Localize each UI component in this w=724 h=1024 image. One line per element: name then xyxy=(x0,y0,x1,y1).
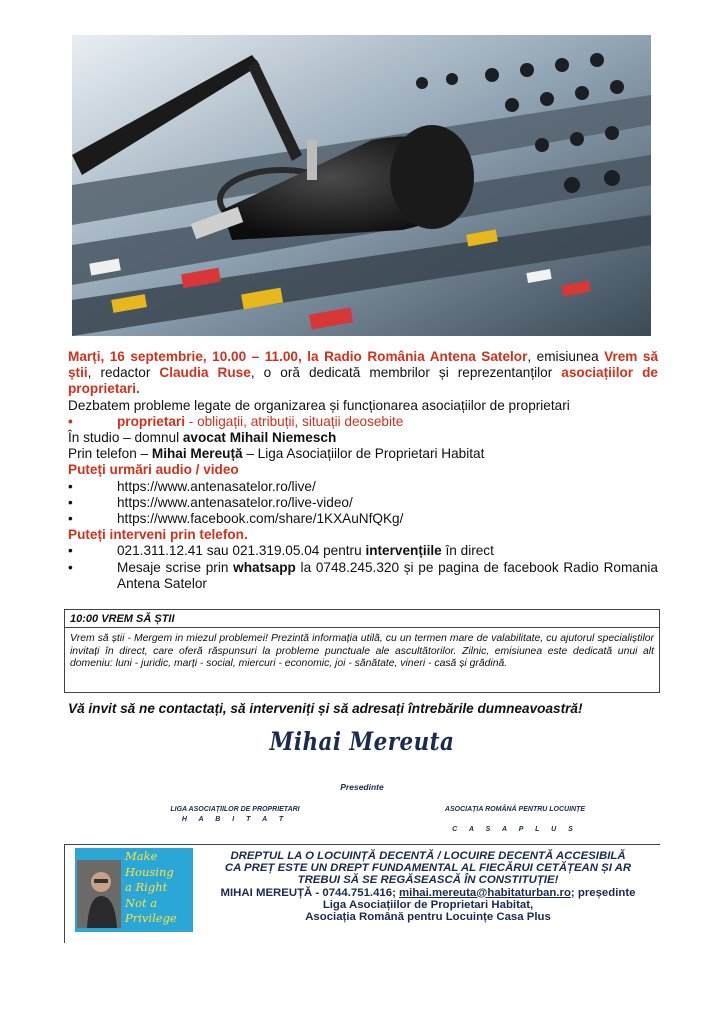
intervene-heading: Puteți interveni prin telefon. xyxy=(68,527,248,543)
listen-heading: Puteți urmări audio / video xyxy=(68,462,239,478)
link-live[interactable]: https://www.antenasatelor.ro/live/ xyxy=(117,478,316,494)
hero-image xyxy=(72,35,651,336)
footer xyxy=(64,845,661,943)
messages-bullet: • Mesaje scrise prin whatsapp la 0748.245.320 și pe pagina de facebook Radio Romania Antena Satelor xyxy=(68,559,658,591)
topic-line: Dezbatem probleme legate de organizarea și funcționarea asociațiilor de proprietari xyxy=(68,397,570,413)
email-link[interactable]: mihai.mereuta@habitaturban.ro xyxy=(399,886,571,899)
show-name: Vrem să știi xyxy=(68,349,659,381)
org-left-sub: H A B I T A T xyxy=(181,816,289,823)
link-facebook[interactable]: https://www.facebook.com/share/1KXAuNfQKg/ xyxy=(117,511,404,527)
phone-guest: Prin telefon – Mihai Mereuță – Liga Asociațiilor de Proprietari Habitat xyxy=(68,446,485,462)
org-right-name: ASOCIAȚIA ROMÂNĂ PENTRU LOCUINȚE xyxy=(444,806,586,813)
audience: asociațiilor de proprietari. xyxy=(68,365,658,397)
phones-bullet: • 021.311.12.41 sau 021.319.05.04 pentru intervențiile în direct xyxy=(68,543,494,559)
signature: Mihai Mereuta xyxy=(269,727,455,756)
editor-name: Claudia Ruse xyxy=(159,365,251,381)
box-header: 10:00 VREM SĂ ȘTII xyxy=(65,610,659,628)
footer-text: DREPTUL LA O LOCUINȚĂ DECENTĂ / LOCUIRE DECENTĂ ACCESIBILĂ CA PREȚ ESTE UN DREPT FUNDAMENTAL AL FIECĂRUI CETĂȚEAN ȘI AR TREBUI SĂ SE REGĂSEASCĂ ÎN CONSTITUȚIE! MIHAI MEREUȚĂ - 0744.751.416; mihai.mereuta@habitaturban.ro; președinte Liga Asociațiilor de Proprietari Habitat, Asociația Română pentru Locuințe Casa Plus xyxy=(220,850,636,924)
box-body: Vrem să știi - Mergem in miezul problemei! Prezintă informația utilă, cu un termen mare de valabilitate, cu ajutorul specialiștilor invitați în direct, care oferă răspunsuri la probleme punctuale ale ascultătorilor. Zilnic, emisiunea este dedicată unui alt domeniu: luni - juridic, marți - social, miercuri - economic, joi - sănătate, vineri - casă și grădină. xyxy=(70,633,654,670)
link-live-video[interactable]: https://www.antenasatelor.ro/live-video/ xyxy=(117,494,353,510)
intro-paragraph: Marți, 16 septembrie, 10.00 – 11.00, la Radio România Antena Satelor, emisiunea Vrem să știi, redactor Claudia Ruse, o oră dedicată membrilor și reprezentanților asociațiilor de proprietari. xyxy=(68,349,659,397)
org-left-name: LIGA ASOCIAȚIILOR DE PROPRIETARI xyxy=(170,806,300,813)
link-item[interactable]: • https://www.facebook.com/share/1KXAuNfQKg/ xyxy=(68,511,658,527)
show-description-box xyxy=(64,609,660,693)
studio-guest: În studio – domnul avocat Mihail Niemesch xyxy=(68,430,337,446)
date-time: Marți, 16 septembrie, 10.00 – 11.00, la Radio România Antena Satelor xyxy=(68,349,528,364)
signatory-role: Presedinte xyxy=(340,782,384,792)
portrait-photo xyxy=(77,860,121,928)
topic-bullet: • proprietari - obligații, atribuții, situații deosebite xyxy=(68,413,404,429)
campaign-badge xyxy=(75,848,193,932)
article-body xyxy=(68,349,658,592)
link-item[interactable]: • https://www.antenasatelor.ro/live-video/ xyxy=(68,495,658,511)
invitation: Vă invit să ne contactați, să interveniți și să adresați întrebările dumneavoastră! xyxy=(68,701,583,716)
badge-slogan: Make Housing a Right Not a Privilege xyxy=(125,849,177,926)
org-right-sub: C A S A P L U S xyxy=(452,826,578,833)
link-item[interactable]: • https://www.antenasatelor.ro/live/ xyxy=(68,479,658,495)
